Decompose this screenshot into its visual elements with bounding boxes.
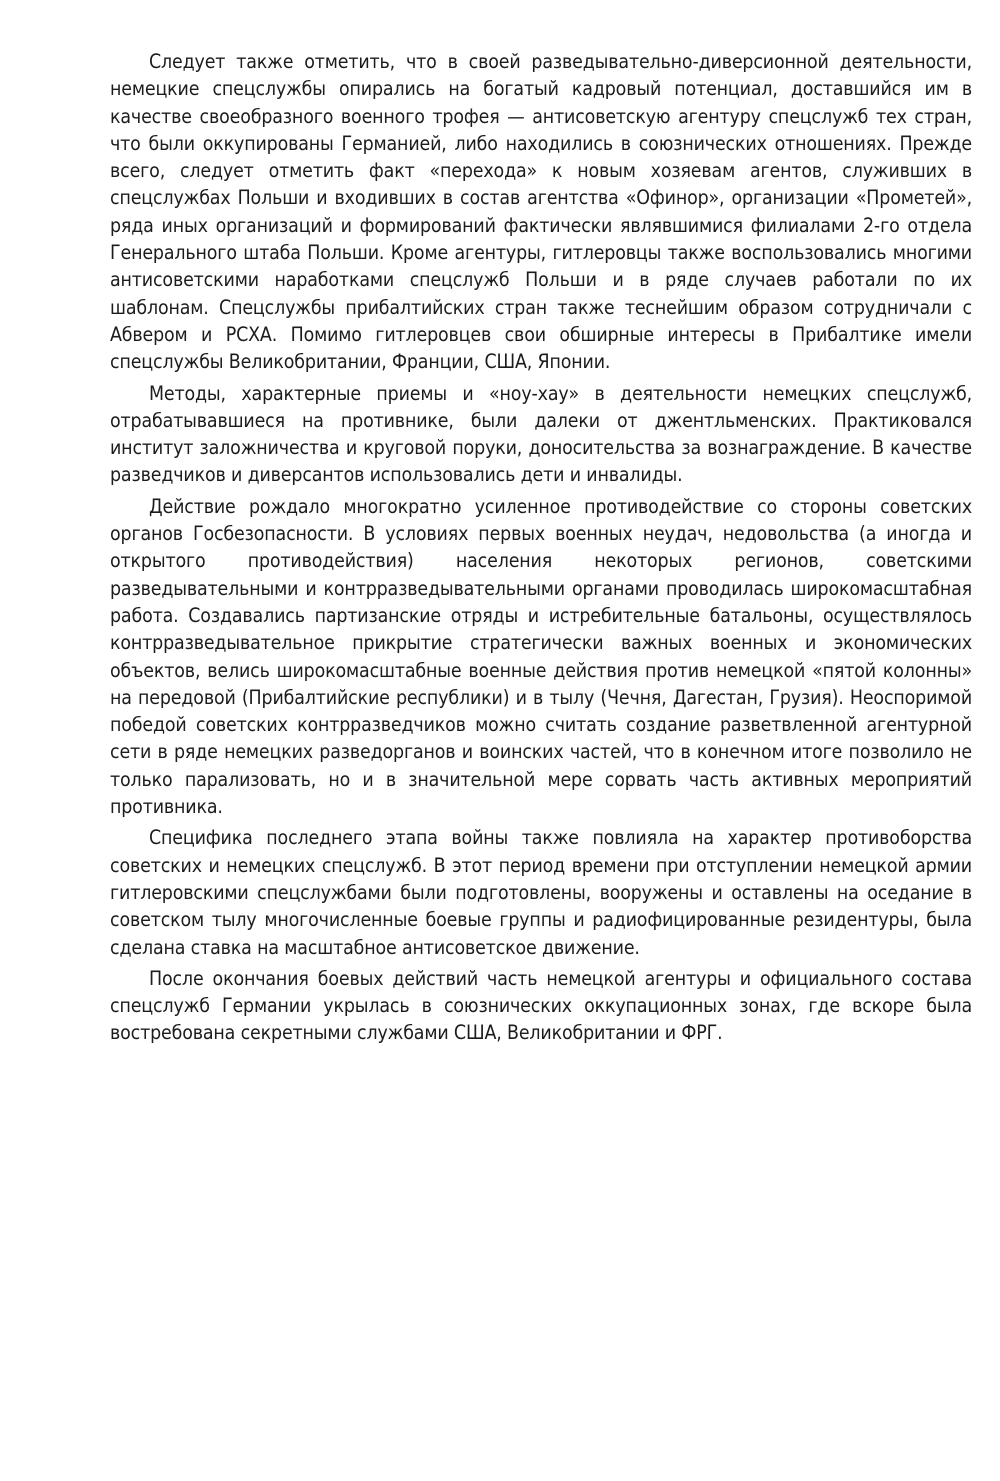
paragraph-4: Специфика последнего этапа войны также повлияла на характер противоборства советских и немецких спецслужб. В этот период времени при отступлении немецкой армии гитлеровскими спецслужбами были подготовлены, вооружены и оставлены на оседание в советском тылу многочисленные боевые группы и радиофицированные резидентуры, была сделана ставка на масштабное антисоветское движение. [110, 826, 972, 959]
document-page [110, 48, 972, 1047]
paragraph-5: После окончания боевых действий часть немецкой агентуры и официального состава спецслужб Германии укрылась в союзнических оккупационных зонах, где вскоре была востребована секретными службами США, Великобритании и ФРГ. [110, 966, 972, 1045]
paragraph-3: Действие рождало многократно усиленное противодействие со стороны советских органов Госбезопасности. В условиях первых военных неудач, недовольства (а иногда и открытого противодействия) населения некоторых регионов, советскими разведывательными и контрразведывательными органами проводилась широкомасштабная работа. Создавались партизанские отряды и истребительные батальоны, осуществлялось контрразведывательное прикрытие стратегически важных военных и экономических объектов, велись широкомасштабные военные действия против немецкой «пятой колонны» на передовой (Прибалтийские республики) и в тылу (Чечня, Дагестан, Грузия). Неоспоримой победой советских контрразведчиков можно считать создание разветвленной агентурной сети в ряде немецких разведорганов и воинских частей, что в конечном итоге позволило не только парализовать, но и в значительной мере сорвать часть активных мероприятий противника. [110, 494, 972, 819]
paragraph-1: Следует также отметить, что в своей разведывательно-диверсионной деятельности, немецкие спецслужбы опирались на богатый кадровый потенциал, доставшийся им в качестве своеобразного военного трофея — антисоветскую агентуру спецслужб тех стран, что были оккупированы Германией, либо находились в союзнических отношениях. Прежде всего, следует отметить факт «перехода» к новым хозяевам агентов, служивших в спецслужбах Польши и входивших в состав агентства «Офинор», организации «Прометей», ряда иных организаций и формирований фактически являвшимися филиалами 2-го отдела Генерального штаба Польши. Кроме агентуры, гитлеровцы также воспользовались многими антисоветскими наработками спецслужб Польши и в ряде случаев работали по их шаблонам. Спецслужбы прибалтийских стран также теснейшим образом сотрудничали с Абвером и РСХА. Помимо гитлеровцев свои обширные интересы в Прибалтике имели спецслужбы Великобритании, Франции, США, Японии. [110, 50, 972, 374]
paragraph-2: Методы, характерные приемы и «ноу-хау» в деятельности немецких спецслужб, отрабатывавшиеся на противнике, были далеки от джентльменских. Практиковался институт заложничества и круговой поруки, доносительства за вознаграждение. В качестве разведчиков и диверсантов использовались дети и инвалиды. [110, 381, 972, 487]
